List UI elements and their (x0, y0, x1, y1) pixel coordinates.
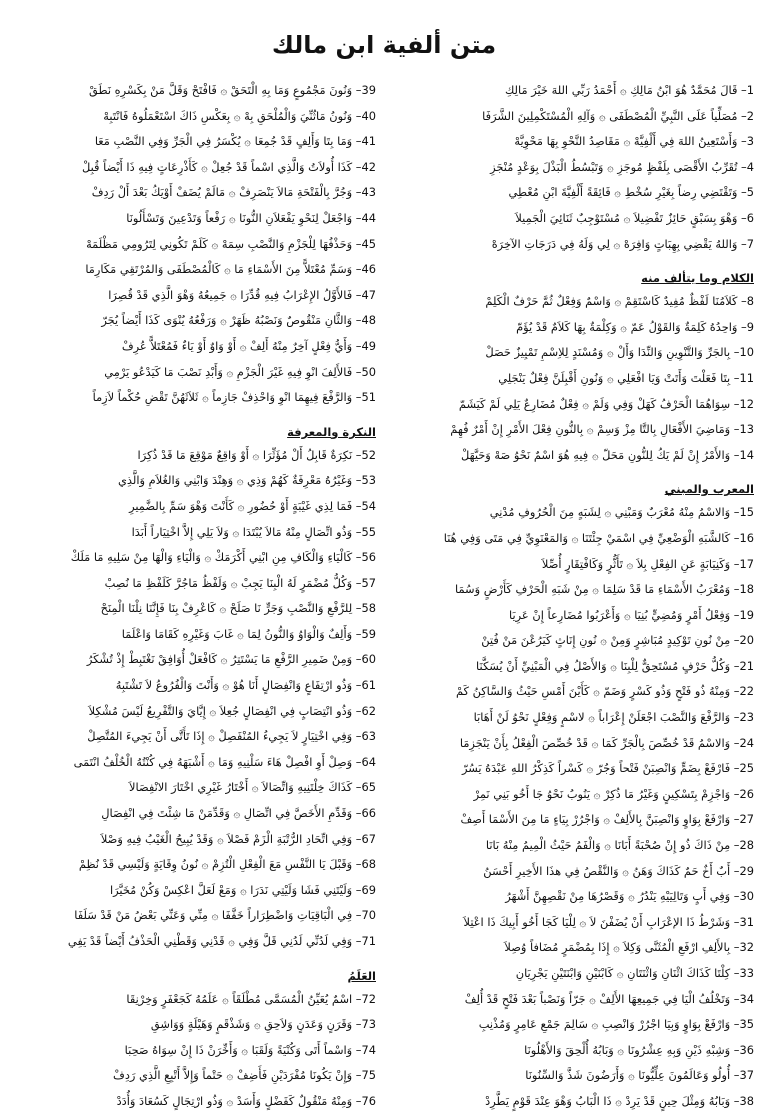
verse-line: 54– فَمَا لِذِي غَيْبَةٍ أَوْ حُضُورِ ۞ كَأَنْتَ وَهْوَ سَمِّ بِالضَّمِيرِ (129, 498, 376, 513)
verse-line: 9– وَاحِدُهُ كَلِمَةٌ وَالقَوْلُ عَمّ ۞ وَكِلْمَةٌ بِهَا كَلاَمٌ قَدْ يُؤَمّ (516, 319, 754, 334)
section-heading: النكرة والمعرفة (287, 424, 376, 439)
section-heading: المعرب والمبني (664, 482, 754, 497)
verse-line: 11– بِتَا فَعَلْتَ وَأَتَتْ وَيَا افْعَلِي ۞ وَنُونِ أَقْبِلَنَّ فِعْلٌ يَنْجَلِي (498, 370, 754, 385)
verse-line: 10– بِالجَرِّ وَالتَّنْوِينِ وَالنِّدَا وَأَلْ ۞ وَمُسْنَدٍ لِلاِسْمِ تَمْيِيزٌ حَصَلْ (485, 345, 754, 360)
verse-line: 30– وَفِي أَبٍ وَتَالِيَيْهِ يَنْدُرُ ۞ وَقَصْرُهَا مِنْ نَقْصِهِنَّ أَشْهَرُ (505, 889, 754, 904)
verse-line: 46– وَسَمِّ مُعْتَلاًّ مِنَ الأَسْمَاءِ مَا ۞ كَالْمُصْطَفَى وَالمُرْتَقِي مَكَارِمَا (85, 262, 376, 277)
verse-line: 52– نَكِرَةٌ قَابِلُ أَلْ مُؤَثِّرَا ۞ أَوْ وَاقِعٌ مَوْقِعَ مَا قَدْ ذُكِرَا (137, 447, 376, 462)
verse-line: 6– وَهْوَ بِسَبْقٍ حَائِزٌ تَفْضِيلاَ ۞ مُسْتَوْجِبٌ ثَنَائِيَ الْجَمِيلاَ (515, 210, 754, 225)
document-title: متن ألفية ابن مالك (271, 31, 497, 59)
verse-line: 39– وَنُونَ مَجْمُوعٍ وَمَا بِهِ الْتَحَقْ ۞ فَافْتَحْ وَقَلَّ مَنْ بِكَسْرِهِ نَطَقْ (89, 83, 376, 97)
verse-line: 18– وَمُعْرَبُ الأَسْمَاءِ مَا قَدْ سَلِمَا ۞ مِنْ شَبَهِ الْحَرْفِ كَأَرْضٍ وَسُمَا (455, 582, 754, 597)
verse-line: 61– وَذُو ارْتِفَاعٍ وَانْفِصَالٍ أَنَا هُوْ ۞ وَأَنْتَ وَالْفُرُوعُ لاَ تَشْتَبِهُ (115, 678, 376, 693)
verse-line: 50– فَالأَلِفَ انْوِ فِيهِ غَيْرَ الْجَزْمِ ۞ وَأَبْدِ نَصْبَ مَا كَيَدْعُو يَرْمِي (104, 364, 376, 379)
verse-line: 53– وَغَيْرُهُ مَعْرِفَةٌ كَهُمْ وَذِي ۞ وَهِنْدَ وَابْنِي وَالغُلاَمِ وَالَّذِي (118, 473, 376, 488)
verse-line: 2– مُصَلِّياً عَلَى النَّبِيِّ الْمُصْطَفَى ۞ وَآلِهِ الْمُسْتَكْمِلِينَ الشَّرَفَا (482, 108, 754, 123)
verse-line: 44– وَاجْعَلْ لِنَحْوِ يَفْعَلاَنِ النُّونَا ۞ رَفْعاً وَتَدْعِينَ وَتَسْأَلُونَا (126, 210, 376, 225)
verse-line: 21– وَكُلُّ حَرْفٍ مُسْتَحِقٌّ لِلْبِنَا ۞ وَالأَصْلُ فِي الْمَبْنِيِّ أَنْ يُسَكَّنَا (476, 658, 754, 673)
verse-line: 72– اسْمٌ يُعَيِّنُ الْمُسَمَّى مُطْلَقَاً ۞ عَلَمُهُ كَجَعْفَرٍ وَخِرْنِقَا (126, 991, 376, 1006)
verse-line: 7– وَاللهُ يَقْضِي بِهِبَاتٍ وَافِرَهْ ۞ لِي وَلَهُ فِي دَرَجَاتِ الآخِرَهْ (491, 236, 754, 251)
verse-line: 69– وَلَيْتَنِي فَشَا وَلَيْتِي نَدَرَا ۞ وَمَعْ لَعَلَّ اعْكِسْ وَكُنْ مُخَيَّرَا (109, 882, 376, 897)
verse-line: 47– فَالأَوَّلُ الإِعْرَابُ فِيهِ قُدِّرَا ۞ جَمِيعُهُ وَهْوَ الَّذِي قَدْ قُصِرَا (108, 287, 376, 302)
right-column (392, 78, 754, 1115)
verse-line: 51– وَالرَّفْعَ فِيهِمَا انْوِ وَاحْذِفْ جَازِماً ۞ ثَلاَثَهُنَّ تَقْضِ حُكْماً لاَزِماً (92, 390, 376, 405)
verse-line: 17– وَكَنِيَابَةٍ عَنِ الفِعْلِ بِلاَ ۞ تَأَثُّرٍ وَكَافْتِقَارٍ أُصِّلاَ (541, 556, 754, 571)
verse-line: 74– وَاسْماً أَتَى وَكُنْيَةً وَلَقَبَا ۞ وَأَخِّرَنْ ذَا إِنْ سِوَاهُ صَحِبَا (124, 1042, 376, 1057)
verse-line: 14– وَالأَمْرُ إِنْ لَمْ يَكُ لِلنُّونِ مَحَلّ ۞ فِيهِ هُوَ اسْمٌ نَحْوُ صَهْ وَحَيَّهَلْ (460, 447, 754, 462)
verse-line: 67– وَفِي اتِّحَادِ الرُّتْبَةِ الْزَمْ فَصْلاَ ۞ وَقَدْ يُبِيحُ الْغَيْبُ فِيهِ وَصْلاَ (100, 831, 376, 846)
verse-line: 68– وَقَبْلَ يَا النَّفْسِ مَعَ الْفِعْلِ الْتُزِمْ ۞ نُونُ وِقَايَةٍ وَلَيْسِي قَدْ نُظِمْ (78, 857, 376, 872)
verse-line: 19– وَفِعْلُ أَمْرٍ وَمُضِيٍّ بُنِيَا ۞ وَأَعْرَبُوا مُضَارِعاً إِنْ عَرِيَا (509, 607, 754, 622)
verse-line: 48– وَالثَّانِ مَنْقُوصٌ وَنَصْبُهُ ظَهَرْ ۞ وَرَفْعُهُ يُنْوَى كَذَا أَيْضاً يُجَرّ (101, 313, 376, 328)
verse-line: 45– وَحَذْفُهَا لِلْجَزْمِ وَالنَّصْبِ سِمَهْ ۞ كَلَمْ تَكُونِي لِتَرُومِي مَظْلَمَهْ (86, 236, 376, 251)
verse-line: 57– وَكُلُّ مُضْمَرٍ لَهُ الْبِنَا يَجِبْ ۞ وَلَفْظُ مَاجُرَّ كَلَفْظِ مَا نُصِبْ (104, 575, 376, 590)
verse-line: 12– سِوَاهُمَا الْحَرْفُ كَهَلْ وَفِي وَلَمْ ۞ فِعْلٌ مُضَارِعٌ يَلِي لَمْ كَيَشَمّ (458, 396, 754, 411)
verse-line: 42– كَذَا أُولاَتُ وَالَّذِي اسْماً قَدْ جُعِلْ ۞ كَأَذْرِعَاتٍ فِيهِ ذَا أَيْضاً قُبِلْ (81, 159, 376, 174)
verse-line: 28– مِنْ ذَاكَ ذُو إِنْ صُحْبَةً أَبَانَا ۞ وَالْفَمُ حَيْثُ الْمِيمُ مِنْهُ بَانَا (485, 838, 754, 853)
verse-line: 66– وَقَدِّمِ الأَخَصَّ فِي اتِّصَالِ ۞ وَقَدِّمَنْ مَا شِئْتَ فِي انْفِصَالِ (101, 806, 376, 821)
verse-line: 59– وَأَلِفٌ وَالْوَاوُ وَالنُّونُ لِمَا ۞ غَابَ وَغَيْرِهِ كَقَامَا وَاعْلَمَا (121, 626, 376, 641)
verse-line: 24– وَالاسْمُ قَدْ خُصِّصَ بِالْجَرِّ كَمَا ۞ قَدْ خُصِّصَ الْفِعْلُ بِأَنْ يَنْجَزِمَا (459, 735, 754, 750)
section-heading: الكلام وما يتألف منه (641, 271, 754, 286)
verse-line: 26– وَاجْزِمْ بِتَسْكِينٍ وَغَيْرُ مَا ذُكِرْ ۞ يَنُوبُ نَحْوُ جَا أَخُو بَنِي نَمِرْ (473, 786, 754, 801)
verse-line: 29– أَبٌ أَخٌ حَمٌ كَذَاكَ وَهَنُ ۞ وَالنَّقْصُ فِي هذَا الأَخِيرِ أَحْسَنُ (483, 863, 754, 878)
verse-line: 41– وَمَا بِتَا وَأَلِفٍ قَدْ جُمِعَا ۞ يُكْسَرُ فِي الْجَرِّ وَفِي النَّصْبِ مَعَا (94, 134, 376, 149)
verse-line: 23– وَالرَّفْعَ وَالنَّصْبَ اجْعَلَنْ إِعْرَاباً ۞ لاسْمٍ وَفِعْلٍ نَحْوُ لَنْ أَهَابَا (473, 710, 754, 725)
verse-line: 35– وَارْفَعْ بِوَاوٍ وَبِيَا اجْرُرْ وَانْصِبِ ۞ سَالِمَ جَمْعِ عَامِرٍ وَمُذْنِبِ (478, 1017, 754, 1032)
verse-line: 65– كَذَاكَ خِلْتَنِيهِ وَاتِّصَالاَ ۞ أَخْتَارُ غَيْرِي اخْتَارَ الانْفِصَالاَ (129, 780, 376, 795)
verse-line: 33– كِلْتَا كَذَاكَ اثْنَانِ وَاثْنَتَانِ ۞ كَابْنَيْنِ وَابْنَتَيْنِ يَجْرِيَانِ (515, 966, 754, 980)
verse-line: 8– كَلاَمُنَا لَفْظٌ مُفِيدٌ كَاسْتَقِمْ ۞ وَاسْمٌ وَفِعْلٌ ثُمَّ حَرْفٌ الْكَلِمْ (485, 294, 754, 309)
verse-line: 73– وَقَرَنٍ وَعَدَنٍ وَلاَحِقِ ۞ وَشَذْقَمٍ وَهَيْلَةٍ وَوَاشِقِ (150, 1017, 376, 1032)
verse-line: 3– وَأَسْتَعِينُ اللهَ فِي أَلْفِيَّهْ ۞ مَقَاصِدُ النَّحْوِ بِهَا مَحْوِيَّهْ (514, 134, 754, 149)
verse-line: 4– تُقَرِّبُ الأَقْصَى بِلَفْظٍ مُوجَزِ ۞ وَتَبْسُطُ الْبَذْلَ بِوَعْدٍ مُنْجَزِ (490, 159, 754, 174)
verse-line: 20– مِنْ نُونِ تَوْكِيدٍ مُبَاشِرٍ وَمِنْ ۞ نُونِ إِنَاثٍ كَيَرُعْنَ مَنْ فُتِنْ (481, 633, 754, 648)
verse-line: 13– وَمَاضِيَ الأَفْعَالِ بِالتَّا مِزْ وَسِمْ ۞ بِالنُّونِ فِعْلَ الأَمْرِ إِنْ أَمْرٌ فُهِمْ (450, 422, 754, 437)
verse-line: 64– وَصِلْ أَوِ افْصِلْ هَاءَ سَلْنِيهِ وَمَا ۞ أَشْبَهَهُ فِي كُنْتُهُ الْخُلْفُ انْتَمَى (73, 754, 376, 769)
verse-line: 40– وَنُونُ مَاثُنِّيَ وَالْمُلْحَقِ بِهْ ۞ بِعَكْسِ ذَاكَ اسْتَعْمَلُوهُ فَانْتَبِهْ (103, 108, 376, 123)
left-column (14, 78, 376, 1115)
verse-line: 22– وَمِنْهُ ذُو فَتْحٍ وَذُو كَسْرٍ وَضَمّ ۞ كَأَيْنَ أَمْسِ حَيْثُ وَالسَّاكِنُ كَمْ (455, 684, 754, 699)
verse-line: 43– وَجُرَّ بِالْفَتْحَةِ مَالاَ يَنْصَرِفْ ۞ مَالَمْ يُضَفْ أَوْيَكُ بَعْدَ أَلْ رَدِفْ (91, 185, 376, 200)
verse-line: 56– كَالْيَاءِ وَالْكَافِ مِنِ ابْنِي أَكْرَمَكْ ۞ وَالْيَاءِ وَالْهَا مِنْ سَلِيهِ مَا مَلَكْ (70, 550, 376, 565)
verse-line: 76– وَمِنْهُ مَنْقُولٌ كَفَضْلٍ وَأَسَدْ ۞ وَذُو ارْتِجَالٍ كَسُعَادَ وَأُدَدْ (116, 1093, 376, 1108)
verse-line: 38– وَبَابُهُ وَمِثْلَ حِينٍ قَدْ يَرِدْ ۞ ذَا الْبَابُ وَهْوَ عِنْدَ قَوْمٍ يَطَّرِدْ (485, 1093, 754, 1108)
verse-line: 62– وَذُو انْتِصَابٍ فِي انْفِصَالٍ جُعِلاَ ۞ إِيَّايَ وَالتَّفْرِيعُ لَيْسَ مُشْكِلاَ (88, 703, 376, 718)
verse-line: 71– وَفِي لَدُنِّي لَدُنِي قَلَّ وَفِي ۞ قَدْنِي وَقَطْنِي الْحَذْفُ أَيْضاً قَدْ يَفِي (67, 934, 376, 948)
verse-line: 15– وَالاسْمُ مِنْهُ مُعْرَبٌ وَمَبْنِي ۞ لِشَبَهٍ مِنَ الْحُرُوفِ مُدْنِي (489, 505, 754, 520)
section-heading: العَلَمُ (347, 968, 376, 983)
verse-line: 27– وَارْفَعْ بِوَاوٍ وَانْصِبَنَّ بِالأَلِفْ ۞ وَاجْرُرْ بِيَاءٍ مَا مِنَ الأَسْمَا أَصِفْ (460, 812, 754, 827)
verse-line: 34– وَتَخْلُفُ الْيَا فِي جَمِيعِهَا الأَلِفْ ۞ جَرّاً وَنَصْباً بَعْدَ فَتْحٍ قَدْ أُلِفْ (464, 991, 754, 1006)
verse-line: 75– وَإِنْ يَكُونَا مُفْرَدَيْنِ فَأَضِفْ ۞ حَتْماً وَإِلاَّ أَتْبِعِ الَّذِي رَدِفْ (113, 1068, 376, 1083)
verse-line: 70– فِي الْبَاقِيَاتِ وَاضْطِرَاراً خَفَّفَا ۞ مِنِّي وَعَنِّي بَعْضُ مَنْ قَدْ سَلَفَا (74, 908, 376, 923)
verse-line: 63– وَفِي اخْتِيَارٍ لاَ يَجِيءُ المُنْفَصِلْ ۞ إِذَا تَأَتَّى أَنْ يَجِيءَ المُتَّصِلْ (87, 729, 376, 744)
verse-line: 32– بِالأَلِفِ ارْفَعِ الْمُثَنَّى وَكِلاَ ۞ إِذَا بِمُضْمَرٍ مُضَافاً وُصِلاَ (504, 940, 754, 955)
verse-line: 55– وَذُو اتِّصَالٍ مِنْهُ مَالاَ يُبْتَدَا ۞ وَلاَ يَلِي إِلاَّ اخْتِيَاراً أَبَدَا (131, 524, 376, 539)
verse-line: 25– فَارْفَعْ بِضَمٍّ وَانْصِبَنْ فَتْحاً وَجُرّ ۞ كَسْراً كَذِكْرُ اللهِ عَبْدَهُ يَسُرّ (461, 761, 754, 776)
verse-columns (14, 78, 754, 1115)
verse-line: 1– قَالَ مُحَمَّدٌ هُوَ ابْنُ مَالِكِ ۞ أَحْمَدُ رَبِّي اللهَ خَيْرَ مَالِكِ (504, 83, 754, 97)
verse-line: 37– أُولُو وَعَالَمُونَ عِلِّيُّونَا ۞ وَأَرَضُونَ شَذَّ وَالسِّنُونَا (525, 1068, 754, 1083)
verse-line: 60– وَمِنْ ضَمِيرِ الرَّفْعِ مَا يَسْتَتِرُ ۞ كَافْعَلْ أُوَافِقْ نَغْتَبِطْ إِذْ تُشْكَرُ (86, 652, 376, 667)
verse-line: 36– وَشِبْهِ ذَيْنِ وَبِهِ عِشْرُونَا ۞ وَبَابُهُ أُلْحِقَ وَالأَهْلُونَا (524, 1042, 754, 1057)
verse-line: 49– وَأَيُّ فِعْلٍ آخِرٌ مِنْهُ أَلِفْ ۞ أَوْ وَاوٌ أَوْ يَاءٌ فَمُعْتَلاًّ عُرِفْ (121, 338, 376, 353)
verse-line: 16– كَالشَّبَهِ الْوَضْعِيِّ فِي اسْمَيْ جِئْتَنَا ۞ وَالمَعْنَوِيِّ فِي مَتَى وَفِي هُنَا (443, 530, 754, 545)
verse-line: 58– لِلرَّفْعِ وَالنَّصْبِ وَجَرٍّ نَا صَلَحْ ۞ كَاعْرِفْ بِنَا فَإِنَّنَا نِلْنَا الْمِنَحْ (100, 601, 376, 616)
verse-line: 5– وَتَقْتَضِي رِضاً بِغَيْرِ سُخْطِ ۞ فَائِقَةً أَلْفِيَّةَ ابْنِ مُعْطِي (508, 185, 754, 200)
verse-line: 31– وَشَرْطُ ذَا الإعْرَابِ أَنْ يُضَفْنَ لاَ ۞ لِلْيَا كَجَا أَخُو أَبِيكَ ذَا اعْتِلاَ (463, 914, 754, 929)
